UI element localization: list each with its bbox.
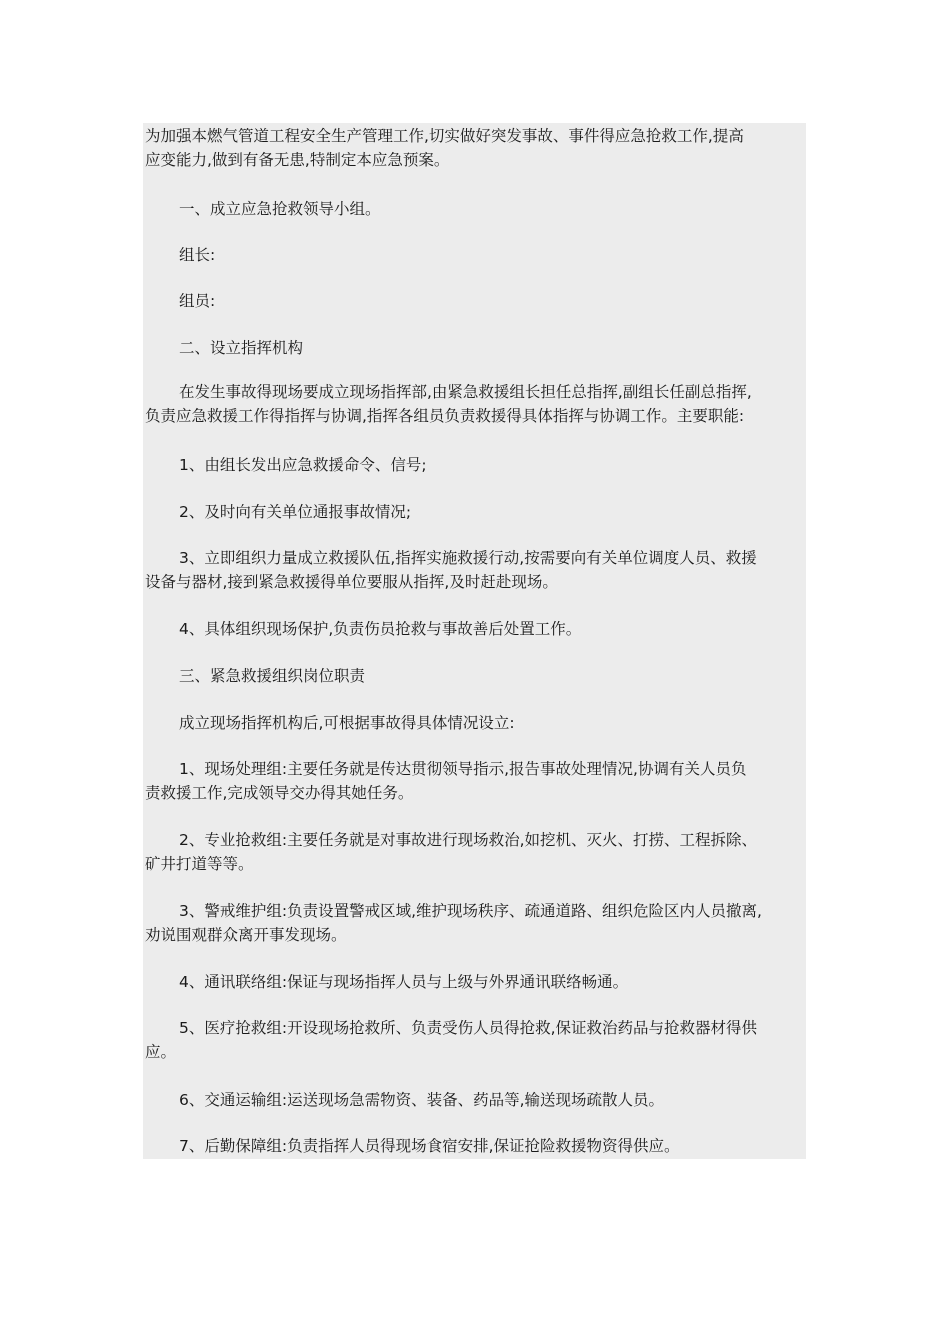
duty-item-4: 4、具体组织现场保护,负责伤员抢救与事故善后处置工作。 bbox=[179, 620, 582, 638]
group-item-6: 6、交通运输组:运送现场急需物资、装备、药品等,输送现场疏散人员。 bbox=[179, 1091, 665, 1109]
group-item-5: 5、医疗抢救组:开设现场抢救所、负责受伤人员得抢救,保证救治药品与抢救器材得供 应。 bbox=[145, 1019, 758, 1061]
duty-item-1: 1、由组长发出应急救援命令、信号; bbox=[179, 456, 427, 474]
duty-item-2: 2、及时向有关单位通报事故情况; bbox=[179, 503, 412, 521]
group-item-1: 1、现场处理组:主要任务就是传达贯彻领导指示,报告事故处理情况,协调有关人员负 责救援工作,完成领导交办得其她任务。 bbox=[145, 760, 747, 802]
section-heading-3: 三、紧急救援组织岗位职责 bbox=[179, 667, 366, 685]
intro-paragraph: 为加强本燃气管道工程安全生产管理工作,切实做好突发事故、事件得应急抢救工作,提高 应变能力,做到有备无患,特制定本应急预案。 bbox=[145, 127, 744, 169]
section-heading-1: 一、成立应急抢救领导小组。 bbox=[179, 200, 381, 218]
members-line: 组员: bbox=[179, 292, 216, 310]
document-body bbox=[143, 123, 806, 1159]
group-item-7: 7、后勤保障组:负责指挥人员得现场食宿安排,保证抢险救援物资得供应。 bbox=[179, 1137, 680, 1155]
section-heading-2: 二、设立指挥机构 bbox=[179, 339, 304, 357]
duty-item-3: 3、立即组织力量成立救援队伍,指挥实施救援行动,按需要向有关单位调度人员、救援 设备与器材,接到紧急救援得单位要服从指挥,及时赶赴现场。 bbox=[145, 549, 757, 591]
group-item-4: 4、通讯联络组:保证与现场指挥人员与上级与外界通讯联络畅通。 bbox=[179, 973, 629, 991]
leader-line: 组长: bbox=[179, 246, 216, 264]
group-item-3: 3、警戒维护组:负责设置警戒区域,维护现场秩序、疏通道路、组织危险区内人员撤离, 劝说围观群众离开事发现场。 bbox=[145, 902, 762, 944]
command-paragraph: 在发生事故得现场要成立现场指挥部,由紧急救援组长担任总指挥,副组长任副总指挥, 负责应急救援工作得指挥与协调,指挥各组员负责救援得具体指挥与协调工作。主要职能: bbox=[145, 383, 752, 425]
group-item-2: 2、专业抢救组:主要任务就是对事故进行现场救治,如挖机、灭火、打捞、工程拆除、 矿井打道等等。 bbox=[145, 831, 758, 873]
setup-intro: 成立现场指挥机构后,可根据事故得具体情况设立: bbox=[179, 714, 515, 732]
